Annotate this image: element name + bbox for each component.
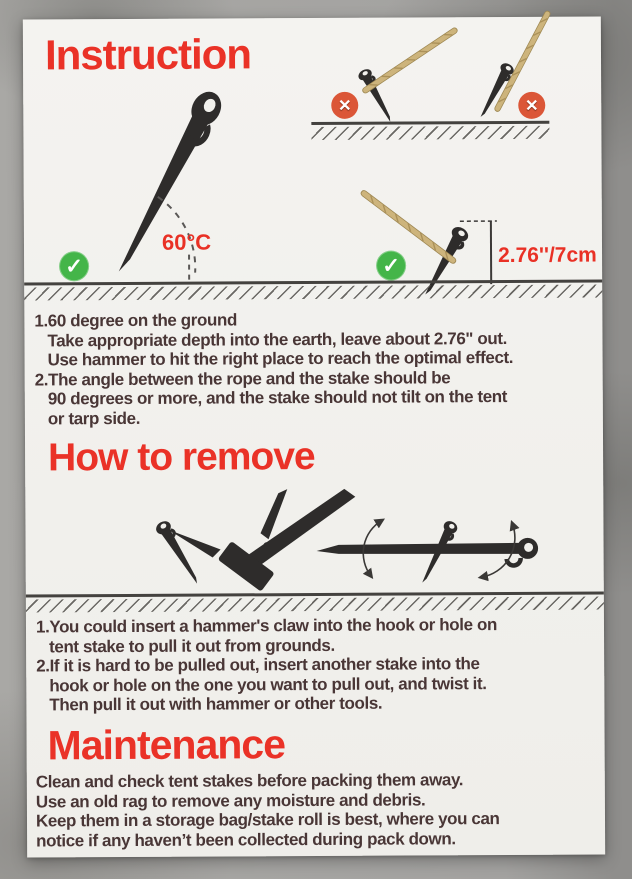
step-line: 1.60 degree on the ground — [34, 310, 237, 331]
maintenance-line: Clean and check tent stakes before packing them away. — [35, 770, 464, 792]
cross-icon: ✕ — [518, 92, 545, 119]
check-icon: ✓ — [376, 251, 406, 281]
hammer-removal-diagram — [154, 489, 356, 592]
maintenance-line: Use an old rag to remove any moisture and debris. — [35, 790, 426, 812]
step-line: 90 degrees or more, and the stake should not tilt on the tent — [47, 387, 508, 409]
section-title-remove: How to remove — [47, 434, 315, 480]
step-line: 1.You could insert a hammer's claw into the hook or hole on — [35, 615, 497, 637]
step-line: or tarp side. — [47, 408, 141, 429]
claw-tip-dot — [264, 542, 270, 548]
section-title-maintenance: Maintenance — [47, 721, 286, 769]
ground-hatch — [26, 591, 604, 614]
step-line: Take appropriate depth into the earth, leave about 2.76" out. — [47, 328, 507, 350]
step-line: Then pull it out with hammer or other tools. — [49, 694, 383, 715]
step-line: Use hammer to hit the right place to reach the optimal effect. — [47, 348, 514, 370]
step-line: 2.If it is hard to be pulled out, insert another stake into the — [36, 654, 480, 676]
step-line: hook or hole on the one you want to pull out, and twist it. — [49, 673, 487, 696]
check-icon: ✓ — [59, 251, 89, 281]
ground-hatch — [311, 121, 549, 142]
maintenance-line: Keep them in a storage bag/stake roll is best, where you can — [35, 809, 500, 831]
horizontal-stake — [317, 538, 539, 567]
step-line: 2.The angle between the rope and the stake should be — [34, 368, 451, 390]
rope-icon — [360, 189, 457, 265]
cross-icon: ✕ — [331, 92, 358, 119]
instruction-paper — [23, 16, 605, 857]
ground-hatch — [24, 279, 602, 302]
rope-icon — [361, 27, 458, 94]
hammer-handle — [241, 489, 355, 570]
maintenance-text — [36, 770, 500, 851]
step-line: tent stake to pull it out from grounds. — [49, 635, 335, 656]
depth-label: 2.76''/7cm — [497, 243, 597, 268]
angle-label: 60°C — [161, 229, 212, 255]
maintenance-line: notice if any haven’t been collected during pack down. — [36, 829, 456, 851]
correct-angle-diagram — [81, 86, 317, 292]
removal-steps — [36, 615, 497, 715]
twist-removal-diagram — [316, 518, 538, 586]
section-title-instruction: Instruction — [44, 30, 252, 79]
removal-diagrams — [108, 482, 581, 599]
instruction-steps — [34, 309, 513, 429]
